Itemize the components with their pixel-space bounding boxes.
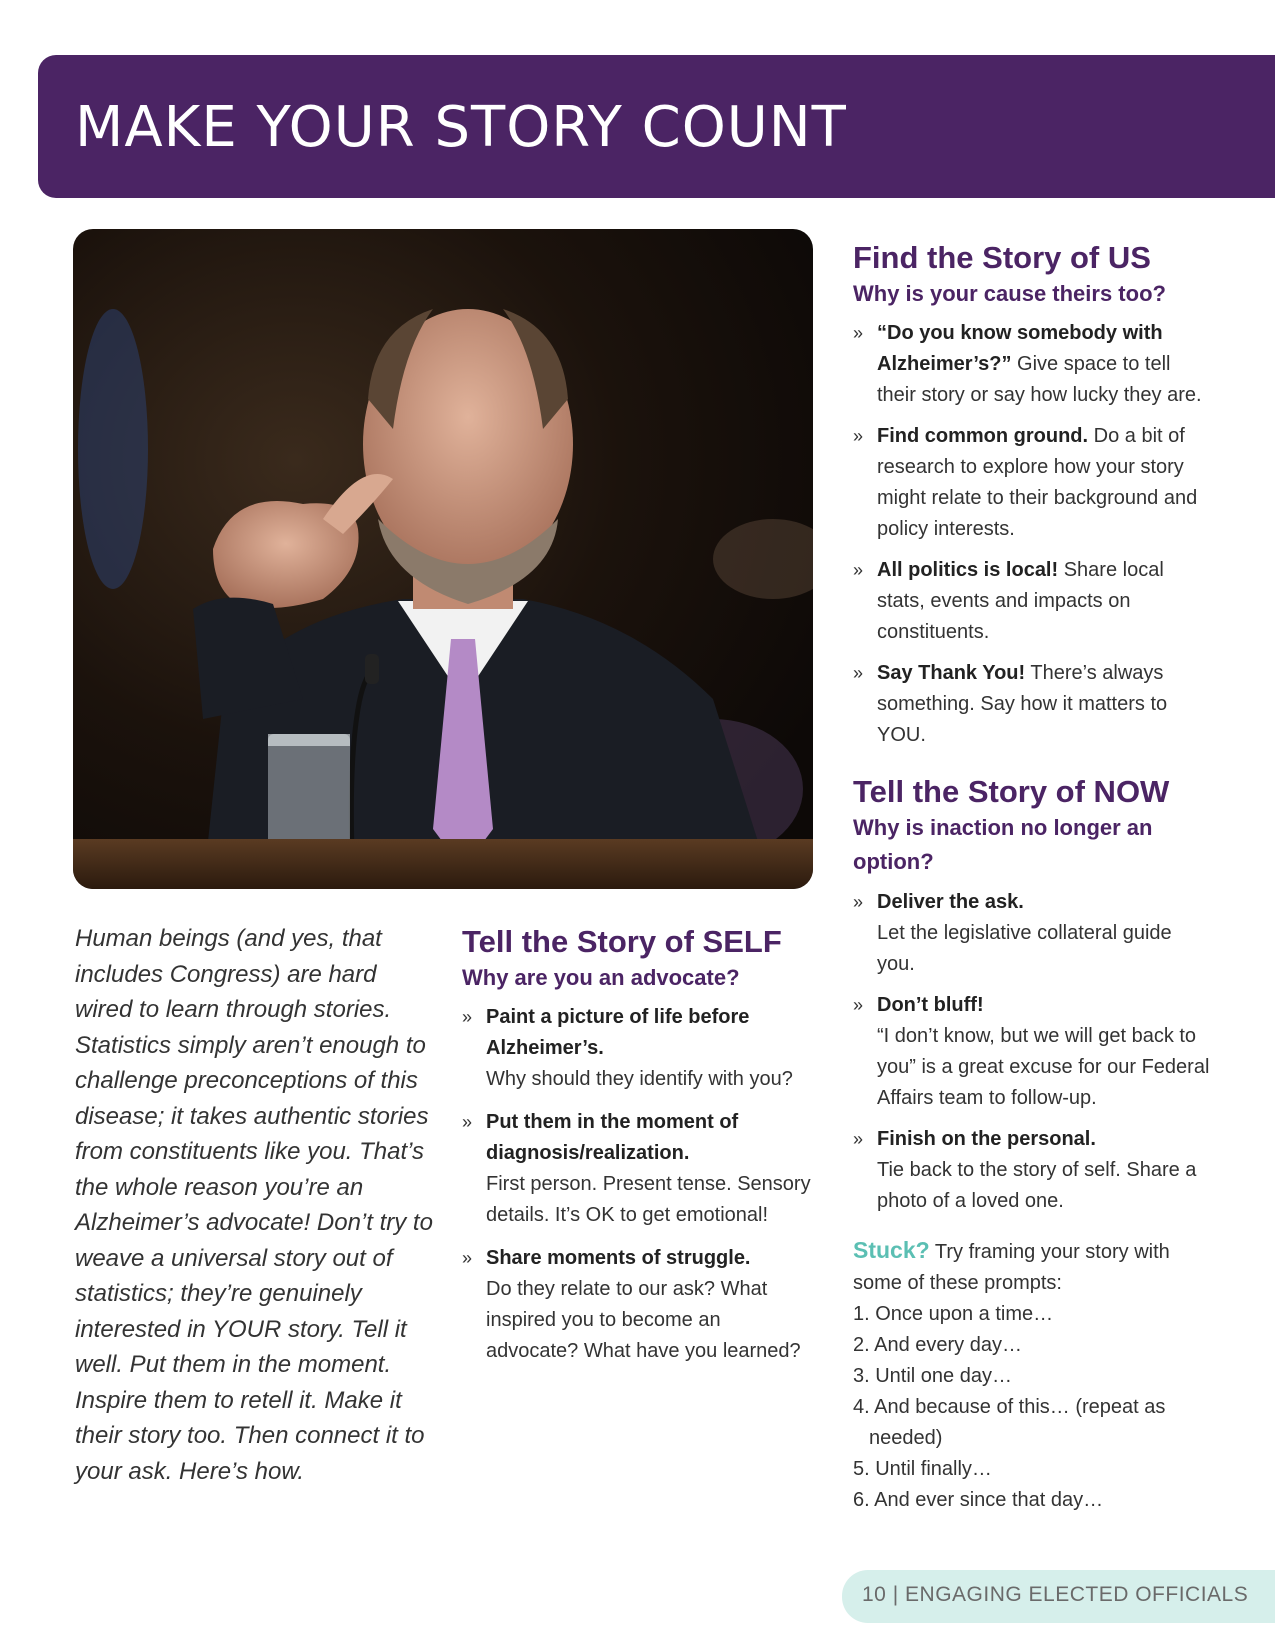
list-item-lead: Say Thank You! bbox=[877, 662, 1026, 684]
list-item bbox=[462, 1107, 812, 1231]
story-of-self-section bbox=[462, 923, 812, 1379]
hero-photo-illustration bbox=[73, 229, 813, 889]
prompt-item: 1. Once upon a time… bbox=[853, 1303, 1054, 1325]
story-of-now-section bbox=[853, 773, 1213, 1217]
right-column bbox=[853, 239, 1213, 1516]
story-of-self-list bbox=[462, 1002, 812, 1367]
list-item-text: Do a bit of research to explore how your story might relate to their background and policy interests. bbox=[877, 425, 1198, 540]
bullet-chevron-icon: » bbox=[853, 663, 864, 683]
list-item bbox=[853, 421, 1213, 545]
prompt-item: 4. And because of this… (repeat as needed) bbox=[853, 1396, 1166, 1449]
bullet-chevron-icon: » bbox=[853, 560, 864, 580]
prompt-list bbox=[853, 1299, 1213, 1516]
list-item-text: Give space to tell their story or say how lucky they are. bbox=[877, 353, 1202, 406]
list-item bbox=[853, 1124, 1213, 1217]
prompt-item: 5. Until finally… bbox=[853, 1458, 992, 1480]
bullet-chevron-icon: » bbox=[462, 1112, 473, 1132]
list-item-text: Tie back to the story of self. Share a photo of a loved one. bbox=[877, 1159, 1197, 1212]
story-of-us-section bbox=[853, 239, 1213, 751]
list-item bbox=[462, 1002, 812, 1095]
list-item bbox=[853, 555, 1213, 648]
prompt-item: 2. And every day… bbox=[853, 1334, 1022, 1356]
story-of-us-list bbox=[853, 318, 1213, 751]
list-item-text: Let the legislative collateral guide you. bbox=[877, 922, 1172, 975]
page-number: 10 bbox=[862, 1583, 887, 1606]
story-of-now-list bbox=[853, 887, 1213, 1217]
page-title: MAKE YOUR STORY COUNT bbox=[75, 95, 847, 160]
bullet-chevron-icon: » bbox=[853, 995, 864, 1015]
story-of-self-subtitle: Why are you an advocate? bbox=[462, 965, 740, 990]
list-item-lead: Find common ground. bbox=[877, 425, 1089, 447]
list-item-lead: Deliver the ask. bbox=[877, 891, 1024, 913]
bullet-chevron-icon: » bbox=[462, 1007, 473, 1027]
bullet-chevron-icon: » bbox=[462, 1248, 473, 1268]
list-item bbox=[853, 887, 1213, 980]
hero-photo bbox=[73, 229, 813, 889]
story-of-now-subtitle: Why is inaction no longer an option? bbox=[853, 815, 1153, 874]
stuck-label: Stuck? bbox=[853, 1237, 930, 1263]
story-of-us-subtitle: Why is your cause theirs too? bbox=[853, 281, 1166, 306]
story-of-self-title: Tell the Story of SELF bbox=[462, 924, 782, 959]
bullet-chevron-icon: » bbox=[853, 1129, 864, 1149]
list-item bbox=[853, 658, 1213, 751]
list-item-lead: Put them in the moment of diagnosis/realization. bbox=[486, 1111, 739, 1164]
prompt-item: 6. And ever since that day… bbox=[853, 1489, 1104, 1511]
list-item-text: Do they relate to our ask? What inspired you to become an advocate? What have you learned? bbox=[486, 1278, 801, 1362]
list-item-text: There’s always something. Say how it matters to YOU. bbox=[877, 662, 1168, 746]
stuck-tip bbox=[853, 1235, 1213, 1299]
list-item-lead: All politics is local! bbox=[877, 559, 1059, 581]
intro-paragraph: Human beings (and yes, that includes Congress) are hard wired to learn through stories. Statistics simply aren’t enough to challenge preconceptions of this disease; it takes authentic stories from constituents like you. That’s the whole reason you’re an Alzheimer’s advocate! Don’t try to weave a universal story out of statistics; they’re genuinely interested in YOUR story. Tell it well. Put them in the moment. Inspire them to retell it. Make it their story too. Then connect it to your ask. Here’s how. bbox=[75, 925, 433, 1485]
list-item-lead: Don’t bluff! bbox=[877, 994, 984, 1016]
list-item-lead: Share moments of struggle. bbox=[486, 1247, 751, 1269]
story-of-us-title: Find the Story of US bbox=[853, 240, 1151, 275]
list-item-text: Why should they identify with you? bbox=[486, 1068, 793, 1090]
list-item bbox=[462, 1243, 812, 1367]
list-item bbox=[853, 318, 1213, 411]
list-item-lead: Paint a picture of life before Alzheimer’s. bbox=[486, 1006, 750, 1059]
list-item-lead: “Do you know somebody with Alzheimer’s?” bbox=[877, 322, 1163, 375]
footer-section-title: ENGAGING ELECTED OFFICIALS bbox=[905, 1583, 1249, 1606]
list-item bbox=[853, 990, 1213, 1114]
list-item-text: Share local stats, events and impacts on constituents. bbox=[877, 559, 1164, 643]
footer-text bbox=[862, 1583, 1248, 1607]
bullet-chevron-icon: » bbox=[853, 892, 864, 912]
footer-separator: | bbox=[892, 1583, 899, 1606]
prompt-item: 3. Until one day… bbox=[853, 1365, 1012, 1387]
stuck-text: Try framing your story with some of these prompts: bbox=[853, 1241, 1170, 1294]
bullet-chevron-icon: » bbox=[853, 426, 864, 446]
bullet-chevron-icon: » bbox=[853, 323, 864, 343]
list-item-text: “I don’t know, but we will get back to you” is a great excuse for our Federal Affairs team to follow-up. bbox=[877, 1025, 1210, 1109]
story-of-now-title: Tell the Story of NOW bbox=[853, 774, 1170, 809]
list-item-lead: Finish on the personal. bbox=[877, 1128, 1096, 1150]
list-item-text: First person. Present tense. Sensory details. It’s OK to get emotional! bbox=[486, 1173, 811, 1226]
